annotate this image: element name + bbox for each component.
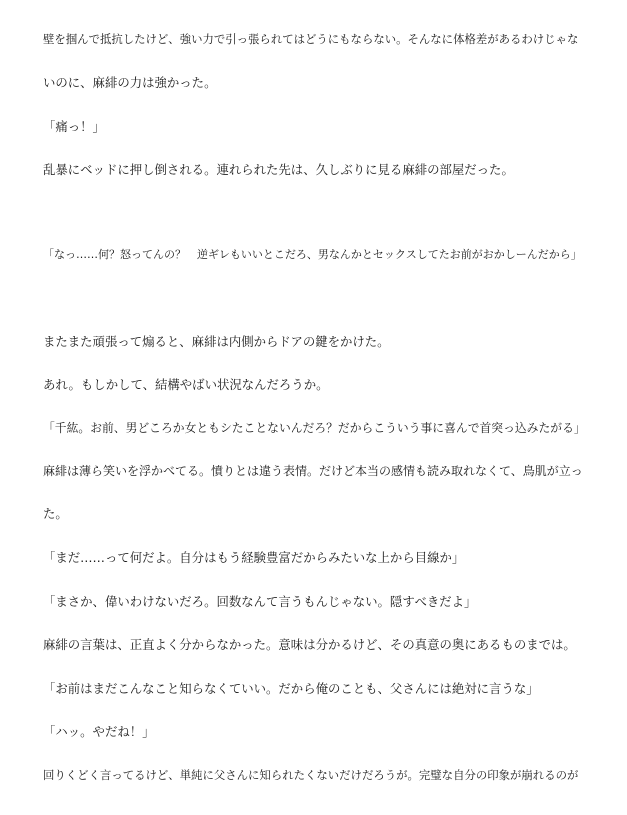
text-line: またまた頑張って煽ると、麻緋は内側からドアの鍵をかけた。 [43,334,390,349]
text-line: 乱暴にベッドに押し倒される。連れられた先は、久しぶりに見る麻緋の部屋だった。 [43,162,514,177]
text-line: 回りくどく言ってるけど、単純に父さんに知られたくないだけだろうが。完璧な自分の印象が崩れるのが [43,768,579,782]
text-line: 「千紘。お前、男どころか女ともシたことないんだろ？だからこういう事に喜んで首突っ込みたがる」 [43,421,586,435]
text-line: 「痛っ！」 [43,119,105,134]
text-line: いのに、麻緋の力は強かった。 [43,75,217,90]
text-line: 麻緋は薄ら笑いを浮かべてる。憤りとは違う表情。だけど本当の感情も読み取れなくて、鳥肌が立っ [43,464,583,478]
text-line: 「まさか、偉いわけないだろ。回数なんて言うもんじゃない。隠すべきだよ」 [43,594,477,609]
text-line: た。 [43,506,68,521]
text-line: 「お前はまだこんなこと知らなくていい。だから俺のことも、父さんには絶対に言うな」 [43,681,539,696]
text-line: 「なっ……何？怒ってんの？ 逆ギレもいいとこだろ、男なんかとセックスしてたお前がおかしーんだから」 [43,248,582,261]
text-line: 「まだ……って何だよ。自分はもう経験豊富だからみたいな上から目線か」 [43,550,465,565]
text-line: 壁を掴んで抵抗したけど、強い力で引っ張られてはどうにもならない。そんなに体格差があるわけじゃな [43,32,579,46]
text-line: 「ハッ。やだね！」 [43,724,155,739]
text-line: 麻緋の言葉は、正直よく分からなかった。意味は分かるけど、その真意の奥にあるものまでは。 [43,637,576,652]
text-line: あれ。もしかして、結構やばい状況なんだろうか。 [43,377,329,392]
